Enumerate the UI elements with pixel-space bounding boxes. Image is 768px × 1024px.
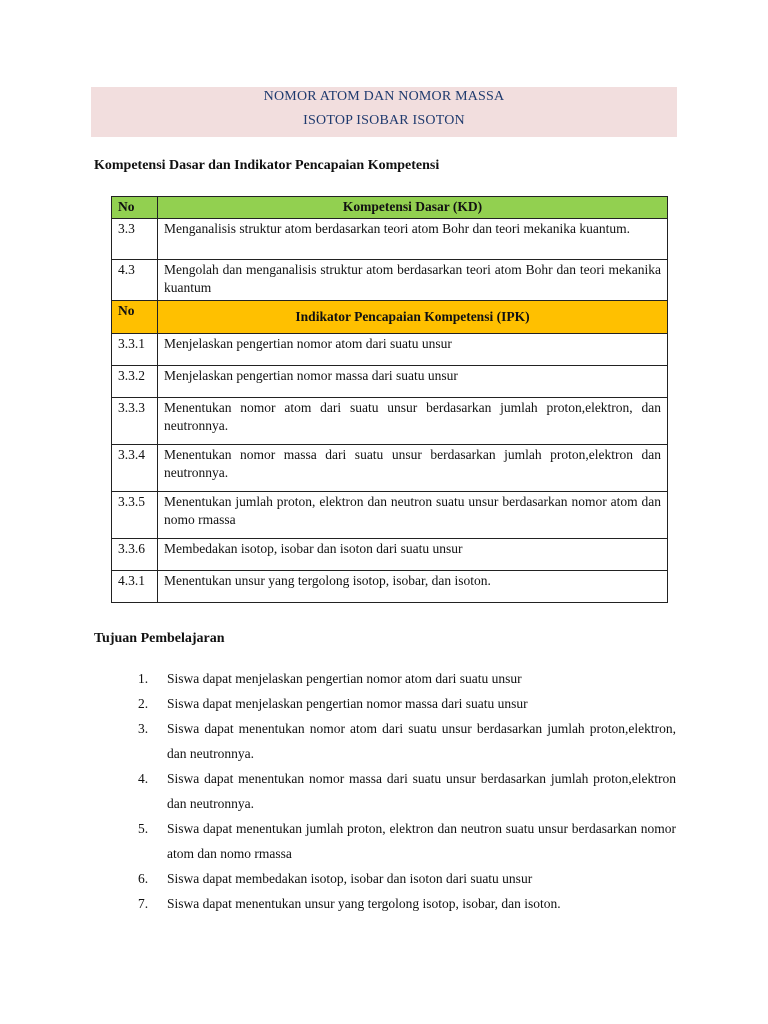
table-row	[112, 398, 668, 445]
item-number: 4.	[138, 771, 149, 786]
row-text: Menentukan nomor massa dari suatu unsur berdasarkan jumlah proton,elektron dan neutronnya.	[158, 445, 668, 492]
row-number: 4.3	[112, 260, 158, 301]
list-item	[138, 891, 676, 916]
item-text: Siswa dapat menentukan nomor massa dari suatu unsur berdasarkan jumlah proton,elektron dan neutronnya.	[167, 771, 676, 811]
objectives-list	[138, 666, 676, 916]
ipk-header-label: Indikator Pencapaian Kompetensi (IPK)	[158, 301, 668, 334]
table-row	[112, 219, 668, 260]
kd-header-no: No	[112, 197, 158, 219]
kd-header-label: Kompetensi Dasar (KD)	[158, 197, 668, 219]
ipk-header-no: No	[112, 301, 158, 334]
row-number: 3.3	[112, 219, 158, 260]
row-text: Membedakan isotop, isobar dan isoton dari suatu unsur	[158, 539, 668, 571]
item-number: 5.	[138, 821, 149, 836]
table-row	[112, 334, 668, 366]
item-number: 2.	[138, 696, 149, 711]
row-text: Menentukan jumlah proton, elektron dan neutron suatu unsur berdasarkan nomor atom dan nomo rmassa	[158, 492, 668, 539]
ipk-header-row	[112, 301, 668, 334]
table-row	[112, 492, 668, 539]
item-number: 3.	[138, 721, 149, 736]
row-number: 3.3.3	[112, 398, 158, 445]
table-row	[112, 539, 668, 571]
row-number: 3.3.5	[112, 492, 158, 539]
table-row	[112, 445, 668, 492]
kd-header-row	[112, 197, 668, 219]
row-text: Menentukan unsur yang tergolong isotop, isobar, dan isoton.	[158, 571, 668, 603]
row-number: 3.3.1	[112, 334, 158, 366]
item-number: 7.	[138, 896, 149, 911]
row-number: 4.3.1	[112, 571, 158, 603]
item-text: Siswa dapat menentukan nomor atom dari suatu unsur berdasarkan jumlah proton,elektron, dan neutronnya.	[167, 721, 676, 761]
item-number: 1.	[138, 671, 149, 686]
row-text: Menjelaskan pengertian nomor massa dari suatu unsur	[158, 366, 668, 398]
table-row	[112, 571, 668, 603]
list-item	[138, 816, 676, 866]
row-text: Menjelaskan pengertian nomor atom dari suatu unsur	[158, 334, 668, 366]
table-row	[112, 366, 668, 398]
row-number: 3.3.4	[112, 445, 158, 492]
list-item	[138, 866, 676, 891]
page-title: NOMOR ATOM DAN NOMOR MASSA	[263, 89, 505, 104]
row-text: Mengolah dan menganalisis struktur atom berdasarkan teori atom Bohr dan teori mekanika kuantum	[158, 260, 668, 301]
item-text: Siswa dapat menjelaskan pengertian nomor atom dari suatu unsur	[167, 671, 522, 686]
page-subtitle: ISOTOP ISOBAR ISOTON	[303, 113, 465, 128]
list-item	[138, 766, 676, 816]
kd-section-heading: Kompetensi Dasar dan Indikator Pencapaian Kompetensi	[94, 158, 440, 173]
row-number: 3.3.6	[112, 539, 158, 571]
row-text: Menentukan nomor atom dari suatu unsur berdasarkan jumlah proton,elektron, dan neutronnya.	[158, 398, 668, 445]
item-text: Siswa dapat menjelaskan pengertian nomor massa dari suatu unsur	[167, 696, 528, 711]
row-number: 3.3.2	[112, 366, 158, 398]
item-text: Siswa dapat menentukan jumlah proton, elektron dan neutron suatu unsur berdasarkan nomor atom dan nomo rmassa	[167, 821, 676, 861]
list-item	[138, 666, 676, 691]
competency-table	[111, 196, 668, 603]
item-text: Siswa dapat membedakan isotop, isobar dan isoton dari suatu unsur	[167, 871, 533, 886]
list-item	[138, 691, 676, 716]
objectives-heading: Tujuan Pembelajaran	[94, 631, 225, 646]
item-text: Siswa dapat menentukan unsur yang tergolong isotop, isobar, dan isoton.	[167, 896, 561, 911]
row-text: Menganalisis struktur atom berdasarkan teori atom Bohr dan teori mekanika kuantum.	[158, 219, 668, 260]
item-number: 6.	[138, 871, 149, 886]
list-item	[138, 716, 676, 766]
table-row	[112, 260, 668, 301]
title-banner	[91, 87, 677, 137]
